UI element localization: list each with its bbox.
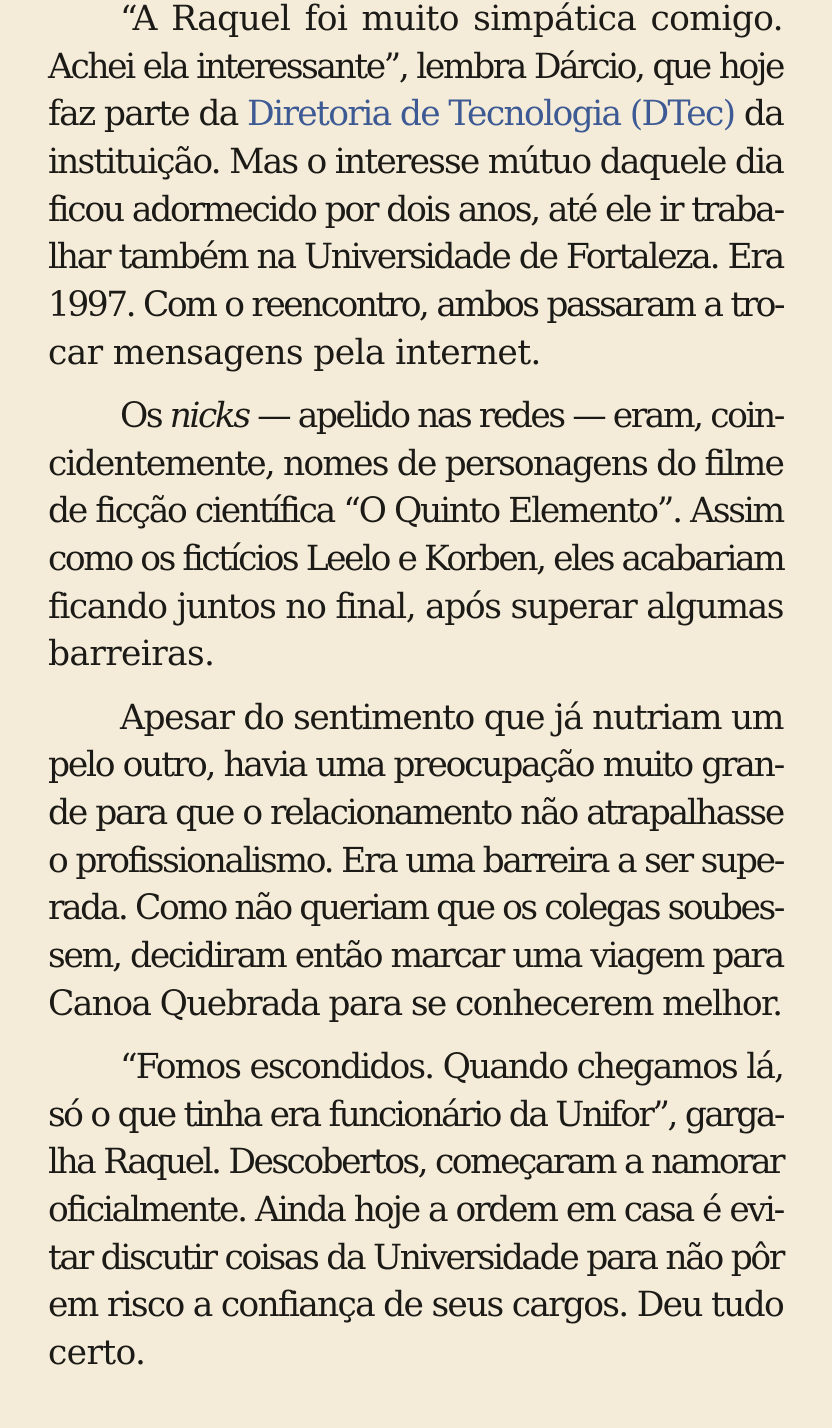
text-line: como os fictícios Leelo e Korben, eles acabariam (48, 539, 784, 580)
paragraph-3 (48, 695, 783, 1029)
diretoria-tecnologia-link[interactable]: Diretoria de Tecnologia (DTec) (247, 94, 735, 135)
text-line: car mensagens pela internet. (48, 332, 541, 373)
text-line: pelo outro, havia uma preocupação muito gran- (48, 745, 783, 786)
text-line: só o que tinha era funcionário da Unifor”, garga- (48, 1094, 783, 1135)
paragraph-4 (48, 1044, 783, 1378)
text-line: Achei ela interessante”, lembra Dárcio, que hoje (48, 46, 783, 87)
text-line: em risco a confiança de seus cargos. Deu tudo (48, 1285, 783, 1326)
text-fragment: Os (120, 396, 170, 436)
text-line: ficando juntos no final, após superar algumas (48, 586, 783, 627)
text-line: instituição. Mas o interesse mútuo daquele dia (48, 142, 783, 183)
nicks-emphasis: nicks (169, 396, 249, 436)
text-fragment: — apelido nas redes — eram, coin- (248, 396, 783, 436)
article-body (48, 0, 783, 1393)
text-line: certo. (48, 1333, 146, 1374)
text-line: sem, decidiram então marcar uma viagem para (48, 936, 783, 977)
paragraph-1 (48, 0, 783, 378)
text-line: de ficção científica “O Quinto Elemento”. Assim (48, 491, 783, 532)
text-line: lhar também na Universidade de Fortaleza. Era (48, 237, 783, 278)
text-line: lha Raquel. Descobertos, começaram a namorar (48, 1142, 783, 1183)
text-line (48, 393, 783, 441)
text-line: “Fomos escondidos. Quando chegamos lá, (120, 1046, 783, 1087)
text-line: de para que o relacionamento não atrapalhasse (48, 793, 783, 833)
text-line: o profissionalismo. Era uma barreira a ser supe- (48, 840, 783, 881)
text-line: oficialmente. Ainda hoje a ordem em casa é evi- (48, 1190, 783, 1230)
text-line: tar discutir coisas da Universidade para não pôr (48, 1237, 783, 1278)
text-line: rada. Como não queriam que os colegas soubes- (48, 888, 783, 929)
text-line: ficou adormecido por dois anos, até ele ir traba- (48, 189, 783, 230)
text-line: 1997. Com o reencontro, ambos passaram a tro- (48, 285, 783, 326)
text-line: Canoa Quebrada para se conhecerem melhor. (48, 983, 782, 1024)
text-fragment: faz parte da (48, 94, 248, 135)
text-line: Apesar do sentimento que já nutriam um (120, 697, 783, 738)
paragraph-2 (48, 393, 783, 679)
text-line: cidentemente, nomes de personagens do filme (48, 443, 784, 484)
text-line: “A Raquel foi muito simpática comigo. (120, 0, 783, 39)
text-line: barreiras. (48, 634, 215, 675)
text-line (48, 91, 783, 139)
text-fragment: da (734, 94, 784, 135)
